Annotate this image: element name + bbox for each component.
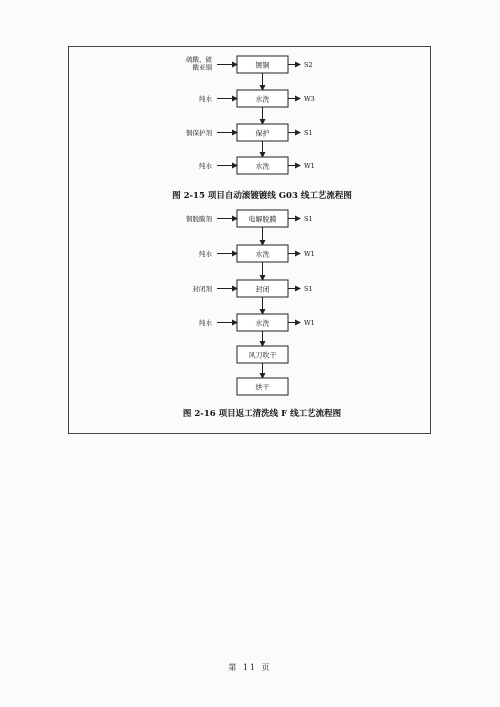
process-label: 烘干 bbox=[255, 383, 270, 392]
process-label: 水洗 bbox=[255, 250, 270, 259]
process-label: 风刀吹干 bbox=[248, 351, 277, 360]
process-label: 电解脱膜 bbox=[248, 215, 277, 224]
process-label: 水洗 bbox=[255, 319, 270, 328]
output-label: S1 bbox=[304, 215, 313, 223]
input-label: 铜保护剂 bbox=[186, 129, 212, 137]
input-label: 纯水 bbox=[199, 95, 212, 103]
output-label: W1 bbox=[304, 319, 315, 327]
input-label: 铜脱膜剂 bbox=[186, 215, 212, 223]
process-label: 水洗 bbox=[255, 95, 270, 104]
process-label: 镀铜 bbox=[255, 61, 270, 70]
input-label: 纯水 bbox=[199, 319, 212, 327]
flowchart-f-line bbox=[186, 210, 315, 395]
flowchart-g03 bbox=[186, 55, 315, 175]
output-label: W1 bbox=[304, 250, 315, 258]
figure-2-15-caption: 图 2-15 项目自动滚镀镀线 G03 线工艺流程图 bbox=[172, 191, 352, 201]
process-label: 封闭 bbox=[255, 285, 270, 294]
process-label: 水洗 bbox=[255, 162, 270, 171]
output-label: S2 bbox=[304, 61, 313, 69]
figure-2-16-caption: 图 2-16 项目返工清洗线 F 线工艺流程图 bbox=[182, 409, 342, 419]
output-label: S1 bbox=[304, 285, 313, 293]
output-label: W3 bbox=[304, 95, 315, 103]
page-number: 第 11 页 bbox=[228, 663, 272, 672]
input-label: 纯水 bbox=[199, 250, 212, 258]
output-label: S1 bbox=[304, 129, 313, 137]
input-label: 纯水 bbox=[199, 162, 212, 170]
input-label: 硫酸、硫酸亚铜 bbox=[186, 55, 212, 72]
output-label: W1 bbox=[304, 162, 315, 170]
input-label: 封闭剂 bbox=[192, 285, 212, 293]
process-label: 保护 bbox=[255, 129, 270, 138]
